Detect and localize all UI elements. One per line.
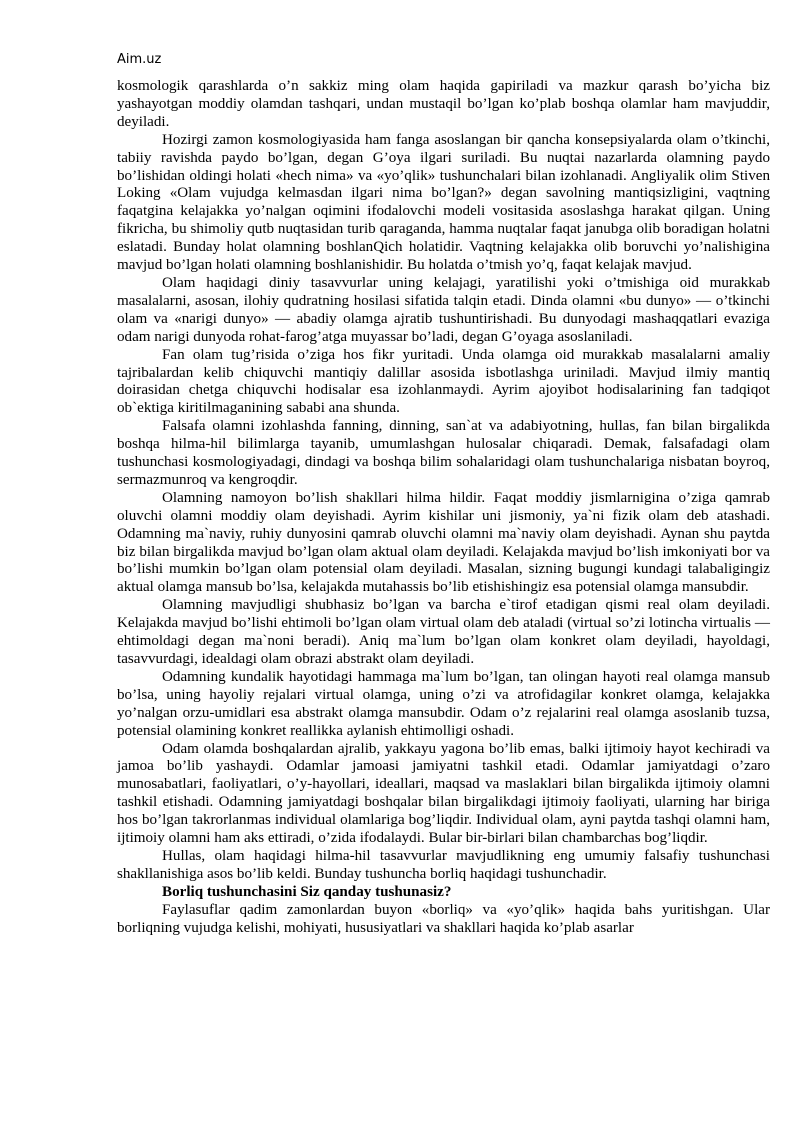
paragraph-11: Faylasuflar qadim zamonlardan buyon «borliq» va «yo’qlik» haqida bahs yuritishgan. Ular borliqning vujudga kelishi, mohiyati, hususiyatlari va shakllari haqida ko’plab asarlar	[117, 901, 770, 936]
page-header-site: Aim.uz	[117, 52, 162, 67]
paragraph-5: Falsafa olamni izohlashda fanning, dinning, san`at va adabiyotning, hullas, fan bilan birgalikda boshqa hilma-hil bilimlarga tayanib, umumlashgan hulosalar chiqaradi. Demak, falsafadagi olam tushunchasi kosmologiyadagi, dindagi va boshqa bilim sohalaridagi olam tushunchalariga nisbatan boyroq, sermazmunroq va kengroqdir.	[117, 418, 770, 488]
paragraph-1: kosmologik qarashlarda o’n sakkiz ming olam haqida gapiriladi va mazkur qarash bo’yicha biz yashayotgan moddiy olamdan tashqari, undan mustaqil bo’lgan ko’plab boshqa olamlar ham mavjuddir, deyiladi.	[117, 78, 770, 130]
paragraph-8: Odamning kundalik hayotidagi hammaga ma`lum bo’lgan, tan olingan hayoti real olamga mansub bo’lsa, uning hayoliy rejalari virtual olamga, uning o’zi va atrofidagilar konkret olamga, kelajakka yo’nalgan orzu-umidlari esa abstrakt olamga mansubdir. Odam o’z rejalarini real olamga asoslanib tuzsa, potensial olamining konkret reallikka aylanish ehtimolligi oshadi.	[117, 668, 770, 739]
paragraph-9: Odam olamda boshqalardan ajralib, yakkayu yagona bo’lib emas, balki ijtimoiy hayot kechiradi va jamoa bo’lib yashaydi. Odamlar jamoasi jamiyatni tashkil etadi. Odamlar jamiyatdagi o’zaro munosabatlari, faoliyatlari, o’y-hayollari, ideallari, maqsad va maslaklari bilan birgalikda ijtimoiy olamni tashkil etishadi. Odamning jamiyatdagi boshqalar bilan birgalikdagi ijtimoiy faoliyati, ularning har biriga hos bo’lgan takrorlanmas individual olamlariga bog’liqdir. Individual olam, ayni paytda tashqi olamni ham, ijtimoiy olamni ham aks ettiradi, o’zida ifodalaydi. Bular bir-birlari bilan chambarchas bog’liqdir.	[117, 740, 770, 847]
paragraph-6: Olamning namoyon bo’lish shakllari hilma hildir. Faqat moddiy jismlarnigina o’ziga qamrab oluvchi olamni moddiy olam deyishadi. Ayrim kishilar uni jismoniy, ya`ni fizik olam deb atashadi. Odamning ma`naviy, ruhiy dunyosini qamrab oluvchi olamni ma`naviy olam deyishadi. Aynan shu paytda biz bilan birgalikda mavjud bo’lgan olam aktual olam deyiladi. Kelajakda mavjud bo’lish imkoniyati bor va bo’lishi mumkin bo’lgan olam potensial olam deyiladi. Masalan, sizning bugungi kundagi talabaligingiz aktual olamga mansub bo’lsa, kelajakda mutahassis bo’lib etishishingiz esa potensial olamga mansubdir.	[117, 489, 770, 596]
document-body	[117, 78, 770, 938]
paragraph-3: Olam haqidagi diniy tasavvurlar uning kelajagi, yaratilishi yoki o’tmishiga oid murakkab masalalarni, asosan, ilohiy qudratning hosilasi sifatida talqin etadi. Dinda olamni «bu dunyo» — o’tkinchi olam va «narigi dunyo» — abadiy olamga ajratib tushuntirishadi. Bu dunyodagi mashaqqatlari evaziga odam narigi dunyoda rohat-farog’atga muyassar bo’ladi, degan G’oyaga asoslaniladi.	[117, 274, 770, 345]
paragraph-2: Hozirgi zamon kosmologiyasida ham fanga asoslangan bir qancha konsepsiyalarda olam o’tkinchi, tabiiy ravishda paydo bo’lgan, degan G’oya ilgari suriladi. Bu nuqtai nazarlarda olamning paydo bo’lishidan oldingi holati «hech nima» va «yo’qlik» tushunchalari bilan izohlanadi. Angliyalik olim Stiven Loking «Olam vujudga kelmasdan ilgari nima bo’lgan?» degan savolning mantiqsizligini, vaqtning faqatgina kelajakka yo’nalgan oqimini ifodalovchi modeli vositasida asoslashga harakat qilgan. Uning fikricha, bu shimoliy qutb nuqtasidan turib qaraganda, hamma nuqtalar faqat janubga olib boradigan holatni eslatadi. Bunday holat olamning boshlanQich holatidir. Vaqtning kelajakka olib boruvchi yo’nalishigina mavjud bo’lgan holati olamning boshlanishidir. Bu holatda o’tmish yo’q, faqat kelajak mavjud.	[117, 131, 770, 274]
paragraph-10: Hullas, olam haqidagi hilma-hil tasavvurlar mavjudlikning eng umumiy falsafiy tushunchasi shakllanishiga asos bo’lib keldi. Bunday tushuncha borliq haqidagi tushunchadir.	[117, 847, 770, 882]
section-heading: Borliq tushunchasini Siz qanday tushunasiz?	[162, 883, 452, 900]
paragraph-7: Olamning mavjudligi shubhasiz bo’lgan va barcha e`tirof etadigan qismi real olam deyiladi. Kelajakda mavjud bo’lishi ehtimoli bo’lgan olam virtual olam deb ataladi (virtual so’zi lotincha virtualis — ehtimoldagi degan ma`noni beradi). Aniq ma`lum bo’lgan olam konkret olam deyiladi, hayoldagi, tasavvurdagi, idealdagi olam obrazi abstrakt olam deyiladi.	[117, 597, 770, 667]
paragraph-4: Fan olam tug’risida o’ziga hos fikr yuritadi. Unda olamga oid murakkab masalalarni amaliy tajribalardan kelib chiquvchi mantiqiy dalillar asosida isbotlashga uriniladi. Mavjud ilmiy mantiq doirasidan chetga chiquvchi hodisalar esa izohlanmaydi. Ayrim ajoyibot hodisalarining fan tadqiqot ob`ektiga kiritilmaganining sababi ana shunda.	[117, 346, 770, 417]
